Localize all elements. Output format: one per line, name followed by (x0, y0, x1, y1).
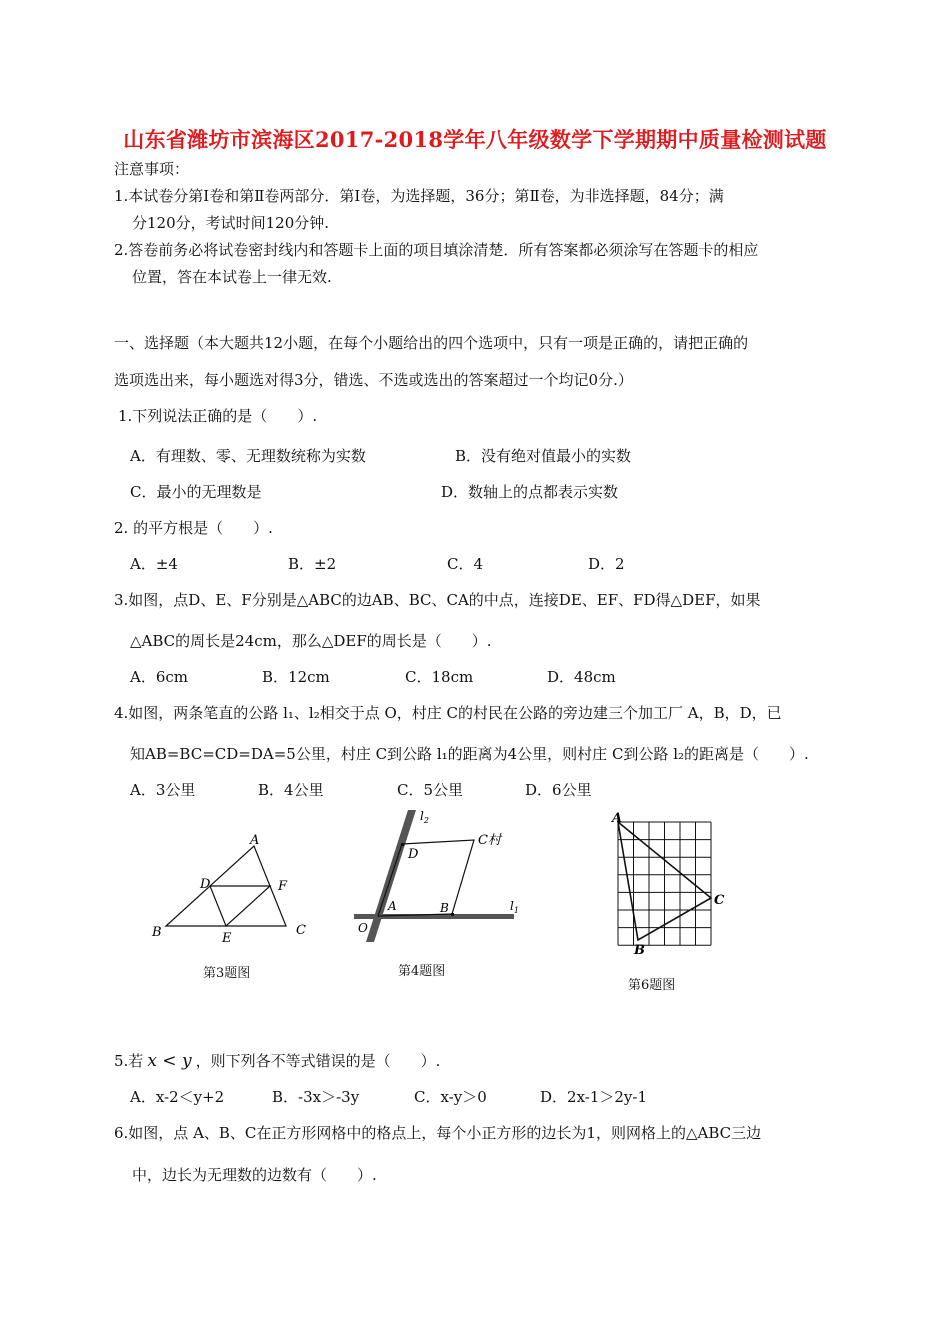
q3-stem-cont: △ABC的周长是24cm，那么△DEF的周长是（ ）. (130, 632, 492, 650)
q3-option-d: D．48cm (547, 668, 616, 686)
fig6-label-c: C (714, 893, 725, 908)
q3-option-c: C．18cm (405, 668, 474, 686)
notice-item-2: 2.答卷前务必将试卷密封线内和答题卡上面的项目填涂清楚．所有答案都必须涂写在答题卡的相应 (114, 241, 759, 259)
q2-option-d: D．2 (588, 555, 625, 573)
fig4-label-l1-sub: 1 (513, 906, 519, 915)
q5-stem (114, 1052, 440, 1070)
figure-4-roads (350, 806, 530, 946)
figure-4-caption: 第4题图 (398, 964, 446, 979)
section1-instruction: 一、选择题（本大题共12小题，在每个小题给出的四个选项中，只有一项是正确的，请把正确的 (114, 334, 749, 352)
q4-option-c: C．5公里 (397, 781, 464, 799)
q4-option-d: D．6公里 (525, 781, 592, 799)
q3-stem: 3.如图，点D、E、F分别是△ABC的边AB、BC、CA的中点，连接DE、EF、FD得△DEF，如果 (114, 591, 761, 609)
fig6-label-b: B (634, 943, 645, 958)
q1-option-b: B．没有绝对值最小的实数 (455, 447, 632, 465)
figure-6-caption: 第6题图 (628, 978, 676, 993)
fig3-label-e: E (222, 931, 232, 946)
figure-3-triangle-midpoints (148, 832, 318, 948)
fig3-label-f: F (278, 879, 288, 894)
notice-item-2-cont: 位置，答在本试卷上一律无效. (132, 268, 332, 286)
fig4-label-a: A (388, 899, 397, 913)
q2-option-a: A．±4 (130, 555, 178, 573)
q5-stem-prefix: 5.若 (114, 1052, 144, 1070)
fig3-label-b: B (152, 925, 162, 940)
fig4-label-l1: l (510, 899, 514, 913)
fig6-label-a: A (612, 811, 623, 826)
figure-3-caption: 第3题图 (203, 966, 251, 981)
notice-heading: 注意事项： (114, 160, 190, 178)
q2-option-c: C．4 (447, 555, 484, 573)
q1-option-c: C．最小的无理数是 (130, 483, 262, 501)
fig4-label-b: B (440, 901, 449, 915)
q5-option-d: D．2x-1＞2y-1 (540, 1088, 648, 1106)
q5-stem-expr: x < y (147, 1051, 192, 1071)
q2-option-b: B．±2 (288, 555, 337, 573)
fig3-label-c: C (296, 923, 306, 938)
q3-option-b: B．12cm (262, 668, 330, 686)
q4-stem-cont: 知AB=BC=CD=DA=5公里，村庄 C到公路 l₁的距离为4公里，则村庄 C到公路 l₂的距离是（ ）. (130, 745, 809, 763)
fig4-label-l2: l (420, 809, 424, 823)
fig4-label-d: D (408, 847, 419, 862)
fig4-label-l2-sub: 2 (423, 816, 429, 825)
q5-option-b: B．-3x＞-3y (272, 1088, 360, 1106)
fig3-label-a: A (250, 833, 260, 848)
svg-text:l1 (510, 899, 519, 915)
q4-option-b: B．4公里 (258, 781, 324, 799)
q1-stem: 1.下列说法正确的是（ ）. (118, 407, 318, 425)
q6-stem-cont: 中，边长为无理数的边数有（ ）. (132, 1166, 377, 1184)
q2-stem: 2. 的平方根是（ ）. (114, 519, 273, 537)
q1-option-a: A．有理数、零、无理数统称为实数 (130, 447, 366, 465)
q6-stem: 6.如图，点 A、B、C在正方形网格中的格点上，每个小正方形的边长为1，则网格上的△ABC三边 (114, 1124, 762, 1142)
q4-option-a: A．3公里 (130, 781, 196, 799)
q5-option-a: A．x-2＜y+2 (130, 1088, 225, 1106)
q1-option-d: D．数轴上的点都表示实数 (441, 483, 619, 501)
notice-item-1-cont: 分120分，考试时间120分钟. (132, 214, 330, 232)
section1-instruction-cont: 选项选出来，每小题选对得3分，错选、不选或选出的答案超过一个均记0分.） (114, 371, 633, 389)
fig4-label-o: O (358, 921, 368, 935)
fig3-label-d: D (200, 877, 211, 892)
fig4-label-c: C村 (478, 833, 501, 848)
svg-text:l2 (420, 809, 429, 825)
page-title: 山东省潍坊市滨海区2017-2018学年八年级数学下学期期中质量检测试题 (123, 127, 827, 152)
q5-stem-suffix: ，则下列各不等式错误的是（ ）. (195, 1052, 441, 1070)
q4-stem: 4.如图，两条笔直的公路 l₁、l₂相交于点 O，村庄 C的村民在公路的旁边建三个加工厂 A，B，D，已 (114, 704, 782, 722)
notice-item-1: 1.本试卷分第Ⅰ卷和第Ⅱ卷两部分．第Ⅰ卷，为选择题，36分；第Ⅱ卷，为非选择题，84分；满 (114, 187, 724, 205)
q5-option-c: C．x-y＞0 (414, 1088, 487, 1106)
q3-option-a: A．6cm (130, 668, 189, 686)
figure-6-grid (608, 810, 738, 958)
